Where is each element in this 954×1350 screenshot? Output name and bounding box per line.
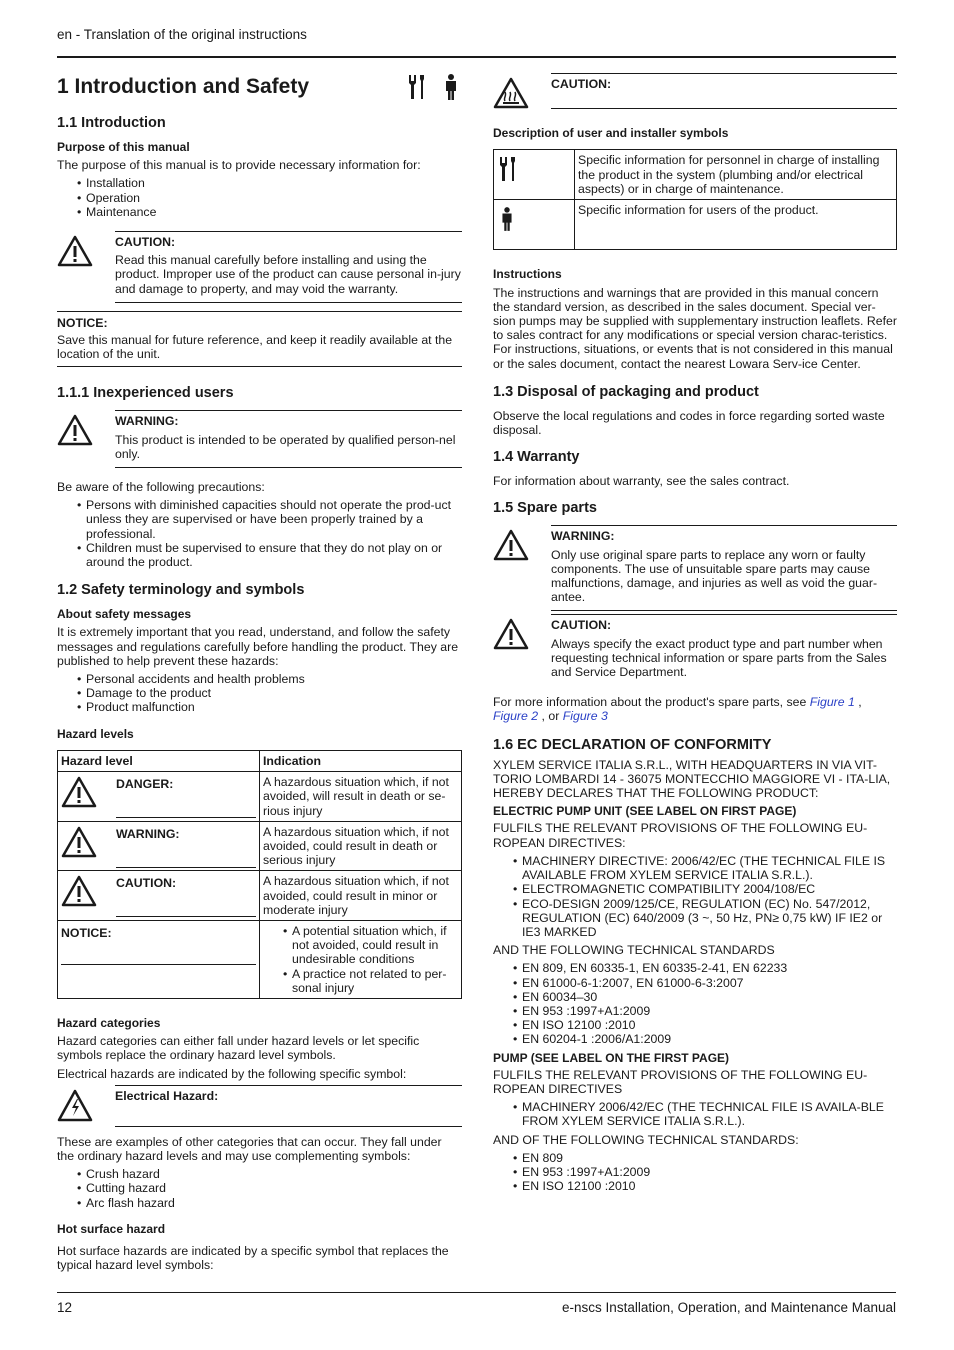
caution-level-text: A hazardous situation which, if not avoided, could result in minor or moderate injury <box>260 871 462 921</box>
warning-text: This product is intended to be operated by qualified person-nel only. <box>115 432 456 461</box>
right-column <box>493 73 897 1205</box>
pump-directives-text: FULFILS THE RELEVANT PROVISIONS OF THE FOLLOWING EU-ROPEAN DIRECTIVES <box>493 1067 868 1096</box>
hot-surface-heading: Hot surface hazard <box>57 1221 166 1236</box>
electric-pump-heading: ELECTRIC PUMP UNIT (SEE LABEL ON FIRST PAGE) <box>493 804 797 819</box>
footer-rule <box>57 1292 896 1293</box>
list-item: • EN 60034–30 <box>493 990 897 1004</box>
list-item: • MACHINERY DIRECTIVE: 2006/42/EC (THE TECHNICAL FILE IS AVAILABLE FROM XYLEM SERVICE ITALIA S.R.L.). <box>493 854 897 882</box>
electrical-hazard-icon <box>57 1089 93 1123</box>
warning-triangle-icon <box>493 529 529 561</box>
table-header: Indication <box>260 750 462 771</box>
symbols-table <box>493 149 897 250</box>
page-number: 12 <box>57 1300 73 1315</box>
other-categories-list <box>57 1167 462 1210</box>
warranty-text: For information about warranty, see the sales contract. <box>493 474 790 489</box>
list-item: • Personal accidents and health problems <box>57 672 462 686</box>
caution-box <box>57 231 462 303</box>
disposal-text: Observe the local regulations and codes in force regarding sorted waste disposal. <box>493 408 885 438</box>
list-item: • Product malfunction <box>57 700 462 714</box>
table-header: Hazard level <box>58 750 260 771</box>
more-info-text: For more information about the product's spare parts, see Figure 1 , Figure 2 , or Figure 3 <box>493 695 862 724</box>
header-rule <box>57 56 896 58</box>
danger-text: A hazardous situation which, if not avoided, will result in death or se-rious injury <box>260 772 462 822</box>
caution-triangle-icon <box>493 618 529 650</box>
table-row <box>494 200 897 250</box>
section-1-4-heading: 1.4 Warranty <box>493 449 580 466</box>
section-1-2-heading: 1.2 Safety terminology and symbols <box>57 582 305 599</box>
spare-parts-warning-box <box>493 525 897 611</box>
list-item: • Installation <box>57 176 462 190</box>
list-item: • EN 61000-6-1:2007, EN 61000-6-3:2007 <box>493 976 897 990</box>
table-row <box>58 920 462 998</box>
figure-2-link[interactable]: Figure 2 <box>493 709 539 724</box>
electrical-hazard-box <box>57 1085 462 1127</box>
electrical-label: Electrical Hazard: <box>115 1088 219 1103</box>
notice-text: Save this manual for future reference, and keep it readily available at the location of the unit. <box>57 333 453 362</box>
list-item: • EN ISO 12100 :2010 <box>493 1179 897 1193</box>
list-item: • MACHINERY 2006/42/EC (THE TECHNICAL FILE IS AVAILA-BLE FROM XYLEM SERVICE ITALIA S.R.L.). <box>493 1100 897 1128</box>
danger-label: DANGER: <box>116 772 256 820</box>
purpose-list <box>57 176 462 219</box>
about-safety-heading: About safety messages <box>57 607 192 622</box>
categories-text: Hazard categories can either fall under hazard levels or let specific symbols replace the ordinary hazard level symbols. <box>57 1034 420 1063</box>
table-row <box>494 150 897 200</box>
electrical-text: Electrical hazards are indicated by the following specific symbol: <box>57 1066 407 1081</box>
figure-3-link[interactable]: Figure 3 <box>562 709 608 724</box>
hot-surface-caution-box <box>493 73 897 112</box>
user-icon <box>497 203 517 235</box>
list-item: • Children must be supervised to ensure that they do not play on or around the product. <box>57 541 462 569</box>
hazard-levels-table <box>57 750 462 999</box>
warning-label: WARNING: <box>551 529 615 544</box>
ec-declaration-text: XYLEM SERVICE ITALIA S.R.L., WITH HEADQUARTERS IN VIA VIT-TORIO LOMBARDI 14 - 36075 MONTECCHIO MAGGIORE VI - ITA-LIA, HEREBY DECLARES THAT THE FOLLOWING PRODUCT: <box>493 757 891 801</box>
symbols-heading: Description of user and installer symbols <box>493 126 729 141</box>
list-item: • Maintenance <box>57 205 462 219</box>
pump-heading: PUMP (SEE LABEL ON THE FIRST PAGE) <box>493 1050 730 1065</box>
page-header: en - Translation of the original instructions <box>57 27 307 42</box>
notice-box <box>57 311 462 368</box>
purpose-heading: Purpose of this manual <box>57 140 190 154</box>
chapter-title: 1 Introduction and Safety <box>57 73 462 101</box>
caution-label: CAUTION: <box>551 618 612 633</box>
notice-level-label: NOTICE: <box>58 921 259 966</box>
section-1-3-heading: 1.3 Disposal of packaging and product <box>493 383 759 400</box>
caution-text: Read this manual carefully before installing and using the product. Improper use of the product can cause personal in-jury and damage to property, and may void the warranty. <box>115 253 461 296</box>
pump-directives-list <box>493 1100 897 1128</box>
instructions-text: The instructions and warnings that are provided in this manual concern the standard version, as described in the sales document. Special ver-sion pumps may be supplied with supplementary instruction leaflets. Refer to sales contract for any modifications or special version charac-teristics. For instructions, situations, or events that is not considered in this manual or the sales document, contact the nearest Lowara Serv-ice Center. <box>493 285 897 371</box>
list-item: • Crush hazard <box>57 1167 462 1181</box>
precautions-list <box>57 498 462 569</box>
notice-label: NOTICE: <box>57 315 108 330</box>
other-categories-text: These are examples of other categories that can occur. They fall under the ordinary hazard levels and may use complementing symbols: <box>57 1134 442 1163</box>
hazard-categories-heading: Hazard categories <box>57 1015 161 1030</box>
standards-list <box>493 961 897 1046</box>
list-item: • Damage to the product <box>57 686 462 700</box>
hazard-levels-heading: Hazard levels <box>57 726 134 741</box>
section-1-1-1-heading: 1.1.1 Inexperienced users <box>57 385 234 402</box>
hot-surface-icon <box>493 77 529 109</box>
hot-caution-label: CAUTION: <box>551 77 612 91</box>
hazards-list <box>57 672 462 715</box>
section-1-6-heading: 1.6 EC DECLARATION OF CONFORMITY <box>493 736 772 753</box>
list-item: • EN 809 <box>493 1151 897 1165</box>
caution-text: Always specify the exact product type and part number when requesting technical information or spare parts from the Sales and Service Department. <box>551 636 887 680</box>
instructions-heading: Instructions <box>493 267 562 282</box>
precautions-text: Be aware of the following precautions: <box>57 480 265 495</box>
purpose-text: The purpose of this manual is to provide necessary information for: <box>57 158 421 173</box>
list-item: • EN 809, EN 60335-1, EN 60335-2-41, EN 62233 <box>493 961 897 975</box>
caution-level-label: CAUTION: <box>116 871 256 919</box>
left-column <box>57 73 462 1276</box>
list-item: • A practice not related to per-sonal injury <box>263 967 458 995</box>
list-item: • A potential situation which, if not avoided, could result in undesirable conditions <box>263 924 458 967</box>
list-item: • EN ISO 12100 :2010 <box>493 1018 897 1032</box>
caution-triangle-icon <box>61 875 97 907</box>
warning-text: Only use original spare parts to replace any worn or faulty components. The use of unsuitable spare parts may cause malfunctions, damage, and injuries as well as void the guar-antee. <box>551 547 878 605</box>
installer-icon <box>406 73 428 101</box>
list-item: • EN 953 :1997+A1:2009 <box>493 1165 897 1179</box>
section-1-1-heading: 1.1 Introduction <box>57 115 166 131</box>
table-row <box>58 871 462 921</box>
pump-standards-text: AND OF THE FOLLOWING TECHNICAL STANDARDS: <box>493 1132 799 1147</box>
installer-icon <box>497 153 519 185</box>
table-row <box>58 772 462 822</box>
list-item: • ELECTROMAGNETIC COMPATIBILITY 2004/108/EC <box>493 882 897 896</box>
section-1-5-heading: 1.5 Spare parts <box>493 500 597 517</box>
user-icon <box>440 73 462 101</box>
spare-parts-caution-box <box>493 614 897 685</box>
list-item: • ECO-DESIGN 2009/125/CE, REGULATION (EC) No. 547/2012, REGULATION (EC) 640/2009 (3 ~, 50 Hz, PN≥ 0,75 kW) IF IE2 or IE3 MARKED <box>493 897 897 940</box>
list-item: • Operation <box>57 191 462 205</box>
hot-surface-text: Hot surface hazards are indicated by a specific symbol that replaces the typical hazard level symbols: <box>57 1243 449 1273</box>
installer-symbol-text: Specific information for personnel in charge of installing the product in the system (plumbing and/or electrical aspects) or in charge of maintenance. <box>575 150 897 200</box>
standards-text: AND THE FOLLOWING TECHNICAL STANDARDS <box>493 943 775 958</box>
warning-triangle-icon <box>57 414 93 446</box>
warning-label: WARNING: <box>115 414 179 429</box>
list-item: • Persons with diminished capacities should not operate the prod-uct unless they are supervised or have been properly trained by a professional. <box>57 498 462 541</box>
list-item: • EN 60204-1 :2006/A1:2009 <box>493 1032 897 1046</box>
warning-triangle-icon <box>57 235 93 267</box>
warning-box <box>57 410 462 468</box>
danger-triangle-icon <box>61 776 97 808</box>
warning-level-text: A hazardous situation which, if not avoided, could result in death or serious injury <box>260 821 462 871</box>
user-symbol-text: Specific information for users of the product. <box>575 200 897 250</box>
figure-1-link[interactable]: Figure 1 <box>809 695 855 710</box>
table-row <box>58 821 462 871</box>
caution-label: CAUTION: <box>115 235 176 250</box>
manual-title: e-nscs Installation, Operation, and Maintenance Manual <box>562 1300 896 1315</box>
list-item: • Arc flash hazard <box>57 1196 462 1210</box>
warning-level-label: WARNING: <box>116 822 256 870</box>
directives-list <box>493 854 897 939</box>
about-safety-text: It is extremely important that you read, understand, and follow the safety messages and regulations carefully before handling the product. They are published to help prevent these hazards: <box>57 625 459 668</box>
ec-directives-text: FULFILS THE RELEVANT PROVISIONS OF THE FOLLOWING EU-ROPEAN DIRECTIVES: <box>493 821 868 850</box>
warning-triangle-icon <box>61 826 97 858</box>
list-item: • Cutting hazard <box>57 1181 462 1195</box>
list-item: • EN 953 :1997+A1:2009 <box>493 1004 897 1018</box>
pump-standards-list <box>493 1151 897 1194</box>
